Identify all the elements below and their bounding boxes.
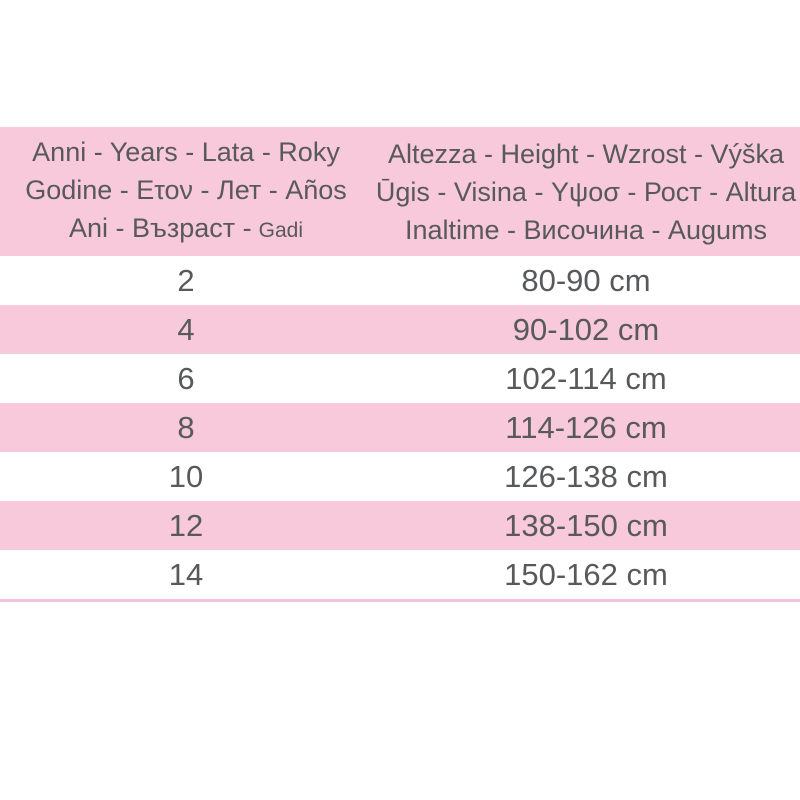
table-row bbox=[0, 550, 800, 599]
height-cell: 90-102 cm bbox=[512, 312, 660, 347]
size-chart-table bbox=[0, 127, 800, 602]
age-header-line-3-small: Gadi bbox=[258, 219, 304, 242]
height-cell: 80-90 cm bbox=[521, 263, 651, 298]
age-header-line-1: Anni - Years - Lata - Roky bbox=[32, 137, 340, 167]
age-cell: 6 bbox=[177, 361, 195, 396]
age-cell: 2 bbox=[177, 263, 195, 298]
height-header-line-2: Ūgis - Visina - Υψοσ - Рост - Altura bbox=[375, 176, 797, 207]
age-header-cell bbox=[0, 127, 372, 256]
table-header-row bbox=[0, 127, 800, 256]
height-cell: 138-150 cm bbox=[504, 508, 668, 543]
table-body bbox=[0, 256, 800, 599]
table-row bbox=[0, 354, 800, 403]
age-header-line-2: Godine - Ετον - Лет - Años bbox=[25, 175, 347, 205]
table-row bbox=[0, 403, 800, 452]
table-bottom-divider bbox=[0, 599, 800, 602]
age-cell: 14 bbox=[168, 557, 204, 592]
age-cell: 4 bbox=[177, 312, 195, 347]
height-cell: 150-162 cm bbox=[504, 557, 668, 592]
height-cell: 102-114 cm bbox=[505, 361, 667, 396]
age-cell: 12 bbox=[168, 508, 204, 543]
age-cell: 10 bbox=[168, 459, 204, 494]
age-header-line-3 bbox=[0, 209, 372, 250]
height-header-line-1: Altezza - Height - Wzrost - Výška bbox=[387, 138, 785, 169]
table-row bbox=[0, 305, 800, 354]
height-header-cell bbox=[372, 129, 800, 255]
table-row bbox=[0, 501, 800, 550]
height-cell: 126-138 cm bbox=[504, 459, 668, 494]
age-cell: 8 bbox=[177, 410, 195, 445]
height-cell: 114-126 cm bbox=[505, 410, 667, 445]
table-row bbox=[0, 256, 800, 305]
age-header-line-3-main: Ani - Възраст - bbox=[68, 213, 252, 243]
height-header-line-3: Inaltime - Височина - Augums bbox=[405, 214, 767, 245]
table-row bbox=[0, 452, 800, 501]
